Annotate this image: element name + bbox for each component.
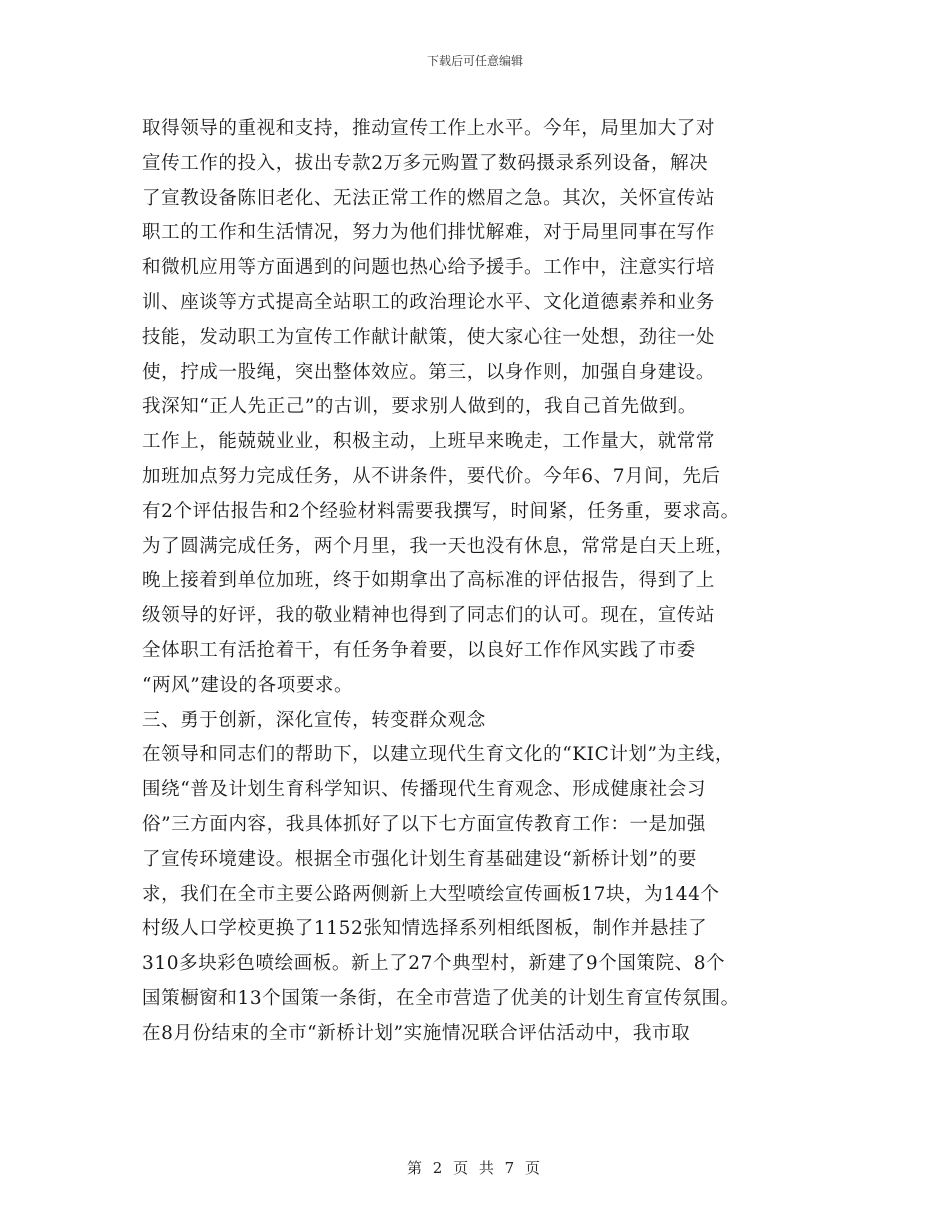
text-line: 国策橱窗和13个国策一条街，在全市营造了优美的计划生育宣传氛围。 xyxy=(142,987,740,1009)
text-line: 职工的工作和生活情况，努力为他们排忧解难，对于局里同事在写作 xyxy=(142,222,716,244)
text-line: 在领导和同志们的帮助下，以建立现代生育文化的“KIC计划”为主线， xyxy=(142,744,735,766)
document-body xyxy=(142,112,842,1052)
section-heading: 三、勇于创新，深化宣传，转变群众观念 xyxy=(142,709,486,731)
text-line: 求，我们在全市主要公路两侧新上大型喷绘宣传画板17块，为144个 xyxy=(142,883,720,905)
text-line: 全体职工有活抢着干，有任务争着要，以良好工作作风实践了市委 xyxy=(142,639,696,661)
text-line: 310多块彩色喷绘画板。新上了27个典型村，新建了9个国策院、8个 xyxy=(142,953,726,975)
text-line: 技能，发动职工为宣传工作献计献策，使大家心往一处想，劲往一处 xyxy=(142,326,716,348)
text-line: 围绕“普及计划生育科学知识、传播现代生育观念、形成健康社会习 xyxy=(142,779,706,801)
text-line: 在8月份结束的全市“新桥计划”实施情况联合评估活动中，我市取 xyxy=(142,1022,691,1044)
text-line: 使，拧成一股绳，突出整体效应。第三，以身作则，加强自身建设。 xyxy=(142,361,716,383)
text-line: 晚上接着到单位加班，终于如期拿出了高标准的评估报告，得到了上 xyxy=(142,570,716,592)
text-line: 村级人口学校更换了1152张知情选择系列相纸图板，制作并悬挂了 xyxy=(142,918,708,940)
text-line: 俗”三方面内容，我具体抓好了以下七方面宣传教育工作：一是加强 xyxy=(142,813,706,835)
text-line: 级领导的好评，我的敬业精神也得到了同志们的认可。现在，宣传站 xyxy=(142,605,716,627)
text-line: 我深知“正人先正己”的古训，要求别人做到的，我自己首先做到。 xyxy=(142,396,697,418)
text-line: 宣传工作的投入，拔出专款2万多元购置了数码摄录系列设备，解决 xyxy=(142,152,709,174)
text-line: 工作上，能兢兢业业，积极主动，上班早来晚走，工作量大，就常常 xyxy=(142,431,716,453)
page-header: 下载后可任意编辑 xyxy=(426,54,523,68)
text-line: 取得领导的重视和支持，推动宣传工作上水平。今年，局里加大了对 xyxy=(142,118,716,139)
text-line: 有2个评估报告和2个经验材料需要我撰写，时间紧，任务重，要求高。 xyxy=(142,500,740,522)
text-line: 训、座谈等方式提高全站职工的政治理论水平、文化道德素养和业务 xyxy=(142,291,716,313)
text-line: 为了圆满完成任务，两个月里，我一天也没有休息，常常是白天上班， xyxy=(142,535,735,557)
text-line: 加班加点努力完成任务，从不讲条件，要代价。今年6、7月间，先后 xyxy=(142,465,721,487)
text-line: 和微机应用等方面遇到的问题也热心给予援手。工作中，注意实行培 xyxy=(142,257,716,279)
text-line: “两风”建设的各项要求。 xyxy=(142,674,354,696)
text-line: 了宣教设备陈旧老化、无法正常工作的燃眉之急。其次，关怀宣传站 xyxy=(142,187,716,209)
text-line: 了宣传环境建设。根据全市强化计划生育基础建设“新桥计划”的要 xyxy=(142,848,697,870)
page-number: 第 2 页 共 7 页 xyxy=(407,1159,543,1177)
